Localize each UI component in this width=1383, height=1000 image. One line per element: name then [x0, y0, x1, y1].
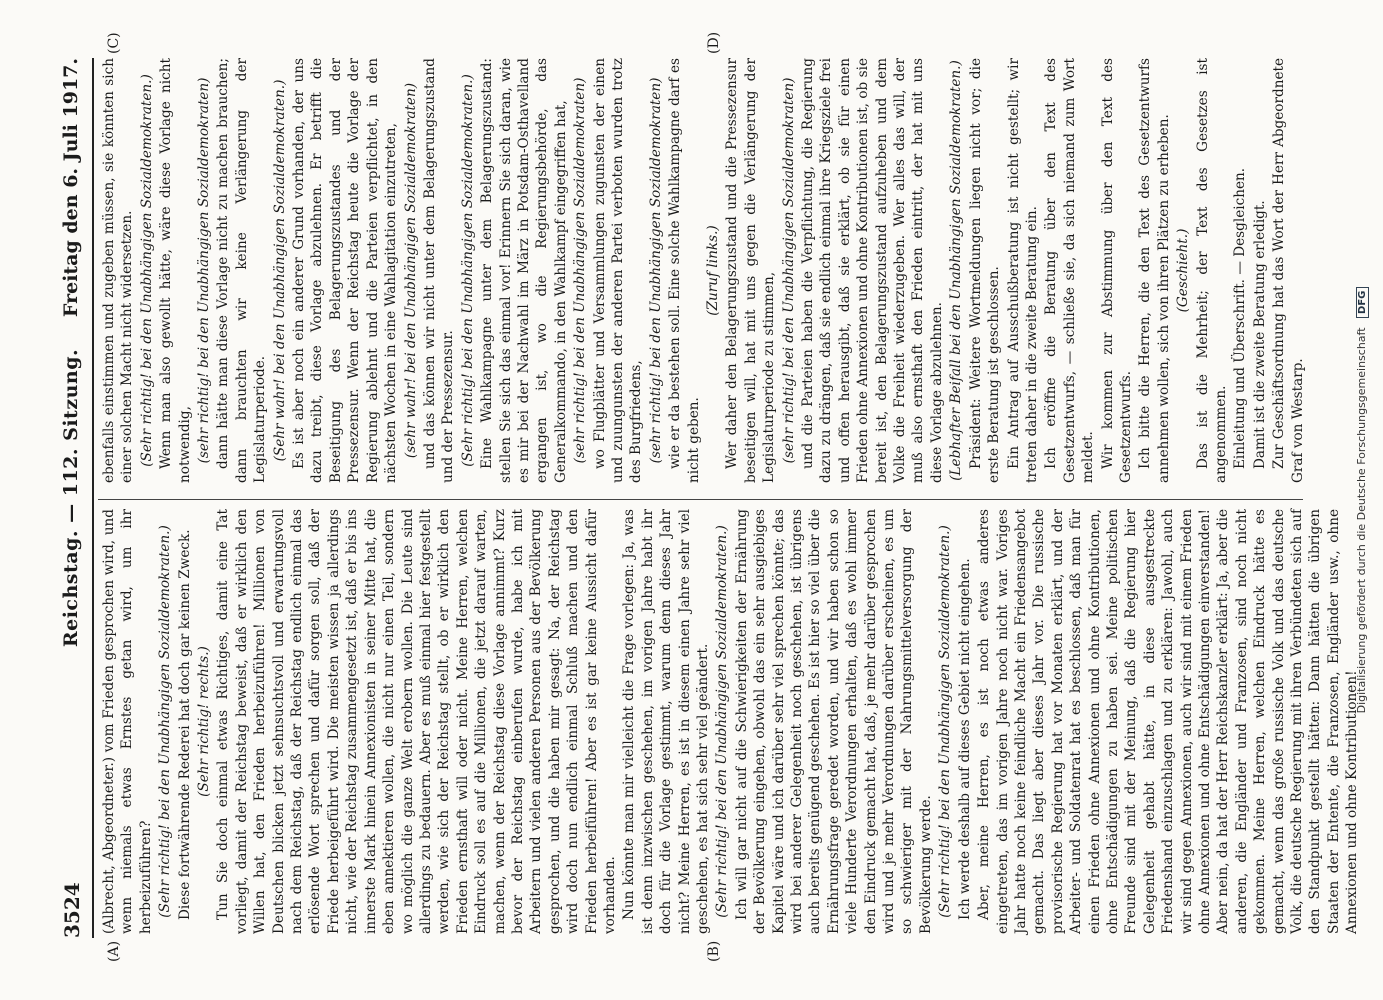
- page-date: Freitag den 6. Juli 1917.: [60, 58, 82, 318]
- paragraph: Ein Antrag auf Ausschußberatung ist nicht gestellt; wir treten daher in die zweite Beratung ein.: [1005, 58, 1040, 483]
- paragraph: Ich werde deshalb auf dieses Gebiet nicht eingehen.: [956, 558, 973, 920]
- paragraph: Es ist aber noch ein anderer Grund vorhanden, der uns dazu treibt, diese Vorlage abzulehnen. Er betrifft die Beseitigung des Belagerungszustandes und der Pressezensur. Wenn der Reichstag heute die Vorlage der Regierung ablehnt und die Parteien verpflichtet, in den nächsten Wochen in eine Wahlagitation einzutreten,: [291, 58, 400, 483]
- paragraph: Präsident: Weitere Wortmeldungen liegen nicht vor; die erste Beratung ist geschlossen.: [967, 58, 1003, 483]
- paragraph: Ich bitte die Herren, die den Text des Gesetzentwurfs annehmen wollen, sich von ihren Plätzen zu erheben.: [1137, 58, 1172, 483]
- paragraph: dann hätte man diese Vorlage nicht zu machen brauchen; dann brauchten wir keine Verlängerung der Legislaturperiode.: [215, 58, 269, 483]
- dfg-logo: DFG: [1356, 287, 1369, 318]
- header-rule: [92, 58, 94, 938]
- paragraph: und das können wir nicht unter dem Belagerungszustand und der Pressezensur.: [421, 58, 457, 483]
- paragraph: wie er da bestehen soll. Eine solche Wahlkampagne darf es nicht geben.: [667, 58, 702, 483]
- paragraph: Wenn man also gewollt hätte, wäre diese Vorlage nicht notwendig,: [158, 58, 193, 483]
- text-column-right: [100, 58, 1305, 483]
- paragraph: Wir kommen zur Abstimmung über den Text des Gesetzentwurfs.: [1099, 58, 1134, 483]
- paragraph: Nun könnte man mir vielleicht die Frage vorlegen: Ja, was ist denn inzwischen geschehen, im vorigen Jahre habt ihr doch für die Vorlage gestimmt, warum denn dieses Jahr nicht? Meine Herren, es ist in diesem einen Jahre sehr viel geschehen, es hat sich sehr viel geändert.: [621, 509, 711, 934]
- paragraph: (sehr richtig! bei den Unabhängigen Sozialdemokraten): [647, 77, 664, 464]
- paragraph: (Geschieht.): [1175, 228, 1192, 313]
- paragraph: (Sehr richtig! rechts.): [196, 646, 213, 797]
- paragraph: (Sehr wahr! bei den Unabhängigen Sozialdemokraten.): [271, 79, 288, 462]
- paragraph: Das ist die Mehrheit; der Text des Gesetzes ist angenommen.: [1194, 58, 1229, 483]
- paragraph: (Sehr richtig! bei den Unabhängigen Sozialdemokraten.): [937, 525, 954, 918]
- paragraph: Aber, meine Herren, es ist noch etwas anderes eingetreten, das im vorigen Jahre noch nicht war. Voriges Jahr hatte noch keine feindliche Macht ein Friedensangebot gemacht. Das liegt aber dieses Jahr vor. Die russische provisorische Regierung hat vor Monaten erklärt, und der Arbeiter- und Soldatenrat hat es beschlossen, daß man für einen Frieden ohne Annexionen und ohne Kontributionen, ohne Entschädigungen zu haben sei. Meine politischen Freunde sind mit der Meinung, daß die Regierung hier Gelegenheit gehabt hätte, in diese ausgestreckte Friedenshand einzuschlagen und zu erklären: Jawohl, auch wir sind gegen Annexionen, auch wir sind mit einem Frieden ohne Annexionen und ohne Entschädigungen einverstanden! Aber nein, da hat der Herr Reichskanzler erklärt: Ja, aber die anderen, die Engländer und Franzosen, sind noch nicht gekommen. Meine Herren, welchen Eindruck hätte es gemacht, wenn das große russische Volk und das deutsche Volk, die deutsche Regierung mit ihren Verbündeten sich auf den Standpunkt gestellt hätten: Dann hätten die übrigen Staaten der Entente, die Franzosen, Engländer usw., ohne Annexionen und ohne Kontributionen!: [976, 509, 1361, 934]
- paragraph: Ich will gar nicht auf die Schwierigkeiten der Ernährung der Bevölkerung eingehen, obwohl das ein sehr ausgiebiges Kapitel wäre und ich darüber sehr viel sprechen könnte; das wird bei anderer Gelegenheit noch geschehen, ist übrigens auch bereits genügend geschehen. Es ist hier so viel über die Ernährungsfrage geredet worden, und wir haben schon so viele Hunderte Verordnungen erhalten, daß es wohl immer den Eindruck gemacht hat, daß, je mehr darüber gesprochen wird und je mehr Verordnungen darüber erscheinen, es um so schwieriger mit der Nahrungsmittelversorgung der Bevölkerung werde.: [733, 509, 934, 934]
- paragraph: Diese fortwährende Rederei hat doch gar keinen Zweck.: [176, 529, 193, 920]
- digitization-footer: [1355, 0, 1369, 1000]
- paragraph: (Albrecht, Abgeordneter.) vom Frieden gesprochen wird, und wenn niemals etwas Ernstes getan wird, um ihr herbeizuführen?: [101, 509, 154, 934]
- paragraph: Zur Geschäftsordnung hat das Wort der Herr Abgeordnete Graf von Westarp.: [1271, 58, 1306, 483]
- page-header: [60, 58, 88, 938]
- page-title: Reichstag. — 112. Sitzung.: [60, 348, 82, 648]
- paragraph: wo Flugblätter und Versammlungen zugunsten der einen und zuungunsten der anderen Partei verboten wurden trotz des Burgfriedens,: [591, 58, 645, 483]
- column-divider: [98, 499, 1303, 500]
- paragraph: Tun Sie doch einmal etwas Richtiges, damit eine Tat vorliegt, damit der Reichstag beweist, daß er wirklich den Willen hat, den Frieden herbeizuführen! Millionen von Deutschen blicken jetzt sehnsuchtsvoll und erwartungsvoll nach dem Reichstag, daß der Reichstag endlich einmal das erlösende Wort sprechen und dafür sorgen soll, daß der Friede herbeigeführt wird. Die meisten wissen ja allerdings nicht, wie der Reichstag zusammengesetzt ist, daß er bis ins innerste Mark hinein Annexionisten in seiner Mitte hat, die eben annektieren wollen, die nicht nur einen Teil, sondern wo möglich die ganze Welt erobern wollen. Die Leute sind allerdings zu bedauern. Aber es muß einmal hier festgestellt werden, wie sich der Reichstag stellt, ob er wirklich den Frieden ernsthaft will oder nicht. Meine Herren, welchen Eindruck soll es auf die Millionen, die jetzt darauf warten, machen, wenn der Reichstag diese Vorlage annimmt? Kurz bevor der Reichstag einberufen wurde, habe ich mit Arbeitern und vielen anderen Personen aus der Bevölkerung gesprochen, und die haben mir gesagt: Na, der Reichstag wird doch nun endlich einmal Schluß machen und den Frieden herbeiführen! Aber es ist gar keine Aussicht dafür vorhanden.: [215, 509, 618, 934]
- paragraph: (sehr richtig! bei den Unabhängigen Sozialdemokraten): [572, 77, 589, 464]
- paragraph: (Lebhafter Beifall bei den Unabhängigen Sozialdemokraten.): [948, 60, 965, 481]
- paragraph: Wer daher den Belagerungszustand und die Pressezensur beseitigen will, hat mit uns gegen die Verlängerung der Legislaturperiode zu stimmen,: [724, 58, 778, 483]
- paragraph: (sehr richtig! bei den Unabhängigen Sozialdemokraten): [780, 77, 797, 464]
- margin-mark-c: (C): [106, 32, 122, 54]
- paragraph: (Sehr richtig! bei den Unabhängigen Sozialdemokraten.): [157, 525, 174, 918]
- paragraph: (Sehr richtig! bei den Unabhängigen Sozialdemokraten.): [138, 74, 155, 467]
- margin-mark-d: (D): [706, 31, 722, 54]
- paragraph: (sehr wahr! bei den Unabhängigen Sozialdemokraten): [402, 82, 419, 459]
- paragraph: (Zuruf links.): [705, 225, 721, 316]
- paragraph: (Sehr richtig! bei den Unabhängigen Sozialdemokraten.): [459, 74, 476, 467]
- paragraph: (sehr richtig! bei den Unabhängigen Sozialdemokraten): [196, 77, 213, 464]
- text-column-left: [100, 509, 1361, 934]
- paragraph: Ich eröffne die Beratung über den Text des Gesetzentwurfs, — schließe sie, da sich niemand zum Wort meldet.: [1043, 58, 1097, 483]
- digitization-note: Digitalisierung gefördert durch die Deutsche Forschungsgemeinschaft: [1355, 327, 1368, 714]
- paragraph: (Sehr richtig! bei den Unabhängigen Sozialdemokraten.): [714, 525, 731, 918]
- paragraph: ebenfalls einstimmen und zugeben müssen, sie könnten sich einer solchen Macht nicht widersetzen.: [101, 58, 136, 483]
- page-number: 3524: [60, 882, 84, 938]
- margin-mark-b: (B): [706, 940, 722, 962]
- paragraph: Eine Wahlkampagne unter dem Belagerungszustand: stellen Sie sich das einmal vor! Erinnern Sie sich daran, wie es mir bei der Nachwahl im März in Potsdam-Osthavelland ergangen ist, wo die Regierungsbehörde, das Generalkommando, in den Wahlkampf eingegriffen hat,: [479, 58, 569, 483]
- paragraph: und die Parteien haben die Verpflichtung, die Regierung dazu zu drängen, daß sie endlich einmal ihre Kriegsziele frei und offen herausgibt, daß sie erklärt, ob sie für einen Frieden ohne Annexionen und ohne Kontributionen ist, ob sie bereit ist, den Belagerungszustand aufzuheben und dem Volke die Freiheit wiederzugeben. Wer alles das will, der muß also ernsthaft den Frieden eintritt, der hat mit uns diese Vorlage abzulehnen.: [800, 58, 945, 483]
- paragraph: Damit ist die zweite Beratung erledigt.: [1251, 200, 1268, 469]
- margin-mark-a: (A): [106, 940, 122, 962]
- paragraph: Einleitung und Überschrift. — Desgleichen.: [1232, 167, 1249, 469]
